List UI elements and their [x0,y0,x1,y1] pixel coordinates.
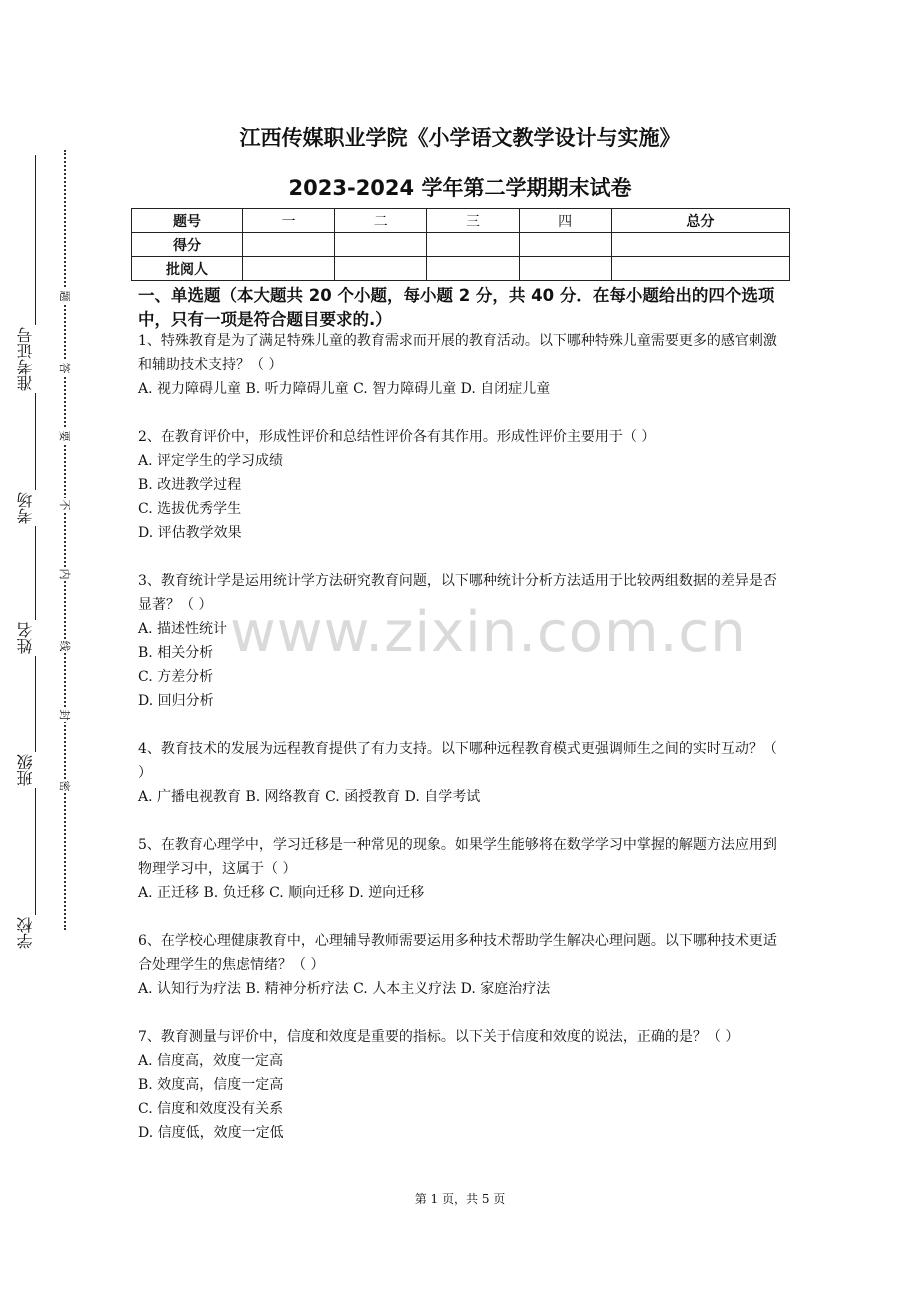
question-1 [138,329,788,401]
grader-row-label: 批阅人 [132,257,243,281]
binding-dotted-line [64,150,66,930]
section-heading: 一、单选题（本大题共 20 个小题，每小题 2 分，共 40 分．在每小题给出的四个选项中，只有一项是符合题目要求的.） [138,286,775,329]
option-b: B. 改进教学过程 [138,477,242,493]
grader-cell [427,257,519,281]
class-label: 班级 [18,752,48,788]
binding-char: 题 [58,290,71,302]
option-c: C. 方差分析 [138,669,214,685]
binding-char: 不 [58,499,71,511]
binding-char: 封 [58,709,71,721]
binding-margin [0,0,80,1302]
score-cell [243,233,335,257]
question-stem: 1、特殊教育是为了满足特殊儿童的教育需求而开展的教育活动。以下哪种特殊儿童需要更多的感官刺激和辅助技术支持？（ ） [138,333,777,373]
question-stem: 4、教育技术的发展为远程教育提供了有力支持。以下哪种远程教育模式更强调师生之间的实时互动？（ ） [138,741,777,781]
score-row [132,233,790,257]
grader-cell [611,257,789,281]
exam-number-label: 准考证号 [18,325,48,393]
score-header-cell: 二 [335,209,427,233]
question-7 [138,1025,788,1145]
score-table [131,208,790,281]
binding-char: 线 [58,640,71,652]
question-options: A. 视力障碍儿童 B. 听力障碍儿童 C. 智力障碍儿童 D. 自闭症儿童 [138,381,551,397]
option-c: C. 选拔优秀学生 [138,501,242,517]
question-options: A. 正迁移 B. 负迁移 C. 顺向迁移 D. 逆向迁移 [138,885,425,901]
question-2 [138,425,788,545]
score-header-cell: 一 [243,209,335,233]
question-4 [138,737,788,809]
score-header-cell: 三 [427,209,519,233]
binding-char: 密 [58,780,71,792]
grader-cell [243,257,335,281]
option-a: A. 评定学生的学习成绩 [138,453,284,469]
question-stem: 3、教育统计学是运用统计学方法研究教育问题，以下哪种统计分析方法适用于比较两组数据的差异是否显著？（ ） [138,573,777,613]
score-cell [519,233,611,257]
binding-char: 要 [58,430,71,442]
question-options: A. 认知行为疗法 B. 精神分析疗法 C. 人本主义疗法 D. 家庭治疗法 [138,981,551,997]
option-d: D. 信度低，效度一定低 [138,1125,284,1141]
score-header-cell: 题号 [132,209,243,233]
exam-title: 江西传媒职业学院《小学语文教学设计与实施》 [239,126,681,150]
option-a: A. 描述性统计 [138,621,228,637]
option-d: D. 回归分析 [138,693,214,709]
page-footer: 第 1 页，共 5 页 [414,1192,506,1206]
question-stem: 5、在教育心理学中，学习迁移是一种常见的现象。如果学生能够将在数学学习中掌握的解题方法应用到物理学习中，这属于（ ） [138,837,777,877]
binding-solid-line [35,155,36,930]
school-label: 学校 [18,915,48,951]
option-c: C. 信度和效度没有关系 [138,1101,284,1117]
exam-subtitle: 2023-2024 学年第二学期期末试卷 [288,176,632,200]
watermark: www.zixin.com.cn [230,600,747,665]
question-stem: 6、在学校心理健康教育中，心理辅导教师需要运用多种技术帮助学生解决心理问题。以下哪种技术更适合处理学生的焦虑情绪？（ ） [138,933,777,973]
question-list [138,329,788,1169]
question-options: A. 广播电视教育 B. 网络教育 C. 函授教育 D. 自学考试 [138,789,481,805]
question-stem: 7、教育测量与评价中，信度和效度是重要的指标。以下关于信度和效度的说法，正确的是？（ ） [138,1029,740,1045]
option-d: D. 评估教学效果 [138,525,242,541]
student-name-label: 姓名 [18,620,48,656]
binding-char: 答 [58,362,71,374]
score-cell [335,233,427,257]
option-b: B. 效度高，信度一定高 [138,1077,284,1093]
grader-row [132,257,790,281]
grader-cell [519,257,611,281]
score-cell [427,233,519,257]
score-header-cell: 总分 [611,209,789,233]
score-header-cell: 四 [519,209,611,233]
question-stem: 2、在教育评价中，形成性评价和总结性评价各有其作用。形成性评价主要用于（ ） [138,429,656,445]
option-b: B. 相关分析 [138,645,214,661]
option-a: A. 信度高，效度一定高 [138,1053,284,1069]
score-cell [611,233,789,257]
question-5 [138,833,788,905]
question-6 [138,929,788,1001]
binding-char: 内 [58,568,71,580]
grader-cell [335,257,427,281]
score-row-label: 得分 [132,233,243,257]
score-table-header-row [132,209,790,233]
exam-room-label: 考场 [18,490,48,526]
